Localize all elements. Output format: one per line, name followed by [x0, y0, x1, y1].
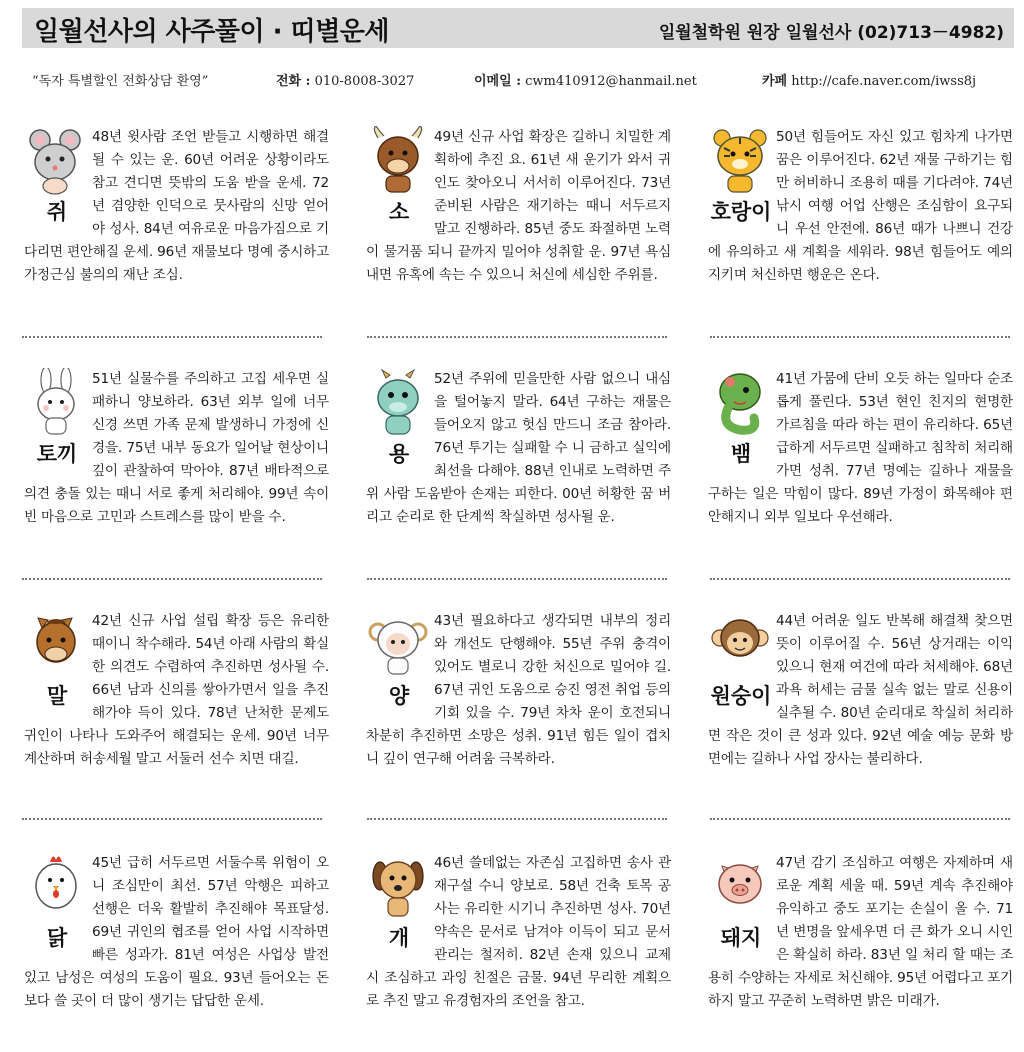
- zodiac-fortune-text: 52년 주위에 믿을만한 사람 없으니 내심을 털어놓지 말라. 64년 구하는 재물은 들어오지 않고 헛심 만드니 조금 참아라. 76년 투기는 실패할 수 니 금하고 실익에 최선을 다해야. 88년 인내로 노력하면 주위 사람 도움받아 손재는 피한다. 00년 허황한 꿈 버리고 순리로 한 단계씩 착실하면 성사될 운.: [366, 371, 671, 525]
- zodiac-fortune-text: 50년 힘들어도 자신 있고 힘차게 나가면 꿈은 이루어진다. 62년 재물 구하기는 힘만 허비하니 조용히 때를 기다려야. 74년 낚시 여행 어업 산행은 조심함이 요구되니 우선 안전에. 86년 때가 나쁘니 건강에 유의하고 새 계획을 세워라. 98년 힘들어도 예의 지키며 처신하면 행운은 온다.: [708, 129, 1013, 283]
- cafe-label: 카페: [762, 74, 788, 89]
- zodiac-fortune-text: 46년 쓸데없는 자존심 고집하면 송사 관재구설 수니 양보로. 58년 건축 토목 공사는 유리한 시기니 추진하면 성사. 70년 약속은 문서로 남겨야 이득이 되고 문서관리는 철저히. 82년 손재 있으니 교제 시 조심하고 과잉 친절은 금물. 94년 무리한 계획으로 추진 말고 유경험자의 조언을 참고.: [366, 855, 671, 1009]
- email-address[interactable]: cwm410912@hanmail.net: [525, 74, 697, 89]
- dragon-icon: [368, 368, 428, 438]
- author-contact: 일월철학원 원장 일월선사 (02)713－4982): [658, 23, 1004, 43]
- monkey-icon: [710, 610, 770, 680]
- zodiac-cell-dog: [366, 852, 671, 1052]
- promo-text: “독자 특별할인 전화상담 환영”: [32, 74, 209, 89]
- rooster-icon: [26, 852, 86, 922]
- zodiac-name: 말: [46, 684, 68, 708]
- divider: [710, 818, 1010, 820]
- divider: [710, 336, 1010, 338]
- zodiac-fortune-text: 47년 감기 조심하고 여행은 자제하며 새로운 계획 세울 때. 59년 계속 추진해야 유익하고 중도 포기는 손실이 올 수. 71년 변명을 앞세우면 더 큰 화가 오니 시인은 확실히 하라. 83년 일 처리 할 때는 조용히 수양하는 자세로 처신해야. 95년 어렵다고 포기하지 말고 꾸준히 노력하면 밝은 미래가.: [708, 855, 1013, 1009]
- animal-block: [708, 368, 774, 468]
- animal-block: [366, 852, 432, 952]
- animal-block: [366, 126, 432, 226]
- zodiac-name: 쥐: [46, 200, 68, 224]
- zodiac-cell-snake: [708, 368, 1013, 568]
- ox-icon: [368, 126, 428, 196]
- divider: [22, 818, 322, 820]
- phone-label: 전화 :: [276, 74, 311, 89]
- zodiac-fortune-text: 48년 윗사람 조언 받들고 시행하면 해결될 수 있는 운. 60년 어려운 상황이라도 참고 견디면 뜻밖의 도움 받을 운세. 72년 겸양한 인덕으로 뭇사람의 신망 얻어야 성사. 84년 여유로운 마음가짐으로 기다리면 편안해질 운세. 96년 재물보다 명예 중시하고 가정근심 불의의 재난 조심.: [24, 129, 329, 283]
- tiger-icon: [710, 126, 770, 196]
- dog-icon: [368, 852, 428, 922]
- zodiac-cell-rat: [24, 126, 329, 326]
- zodiac-name: 돼지: [720, 926, 762, 950]
- zodiac-name: 토끼: [36, 442, 78, 466]
- zodiac-name: 개: [388, 926, 410, 950]
- divider: [367, 578, 667, 580]
- zodiac-name: 뱀: [730, 442, 752, 466]
- zodiac-fortune-text: 44년 어려운 일도 반복해 해결책 찾으면 뜻이 이루어질 수. 56년 상거래는 이익 있으니 현재 여건에 따라 처세해야. 68년 과욕 허세는 금물 실속 없는 말로 신용이 실추될 수. 80년 순리대로 착실히 처리하면 작은 것이 큰 성과 있다. 92년 예술 예능 문화 방면에는 길하나 사업 장사는 불리하다.: [708, 613, 1013, 767]
- zodiac-fortune-text: 42년 신규 사업 설립 확장 등은 유리한 때이니 착수해라. 54년 아래 사람의 확실한 의견도 수렴하여 추진하면 성사될 수. 66년 남과 신의를 쌓아가면서 일을 추진해가야 득이 있다. 78년 난처한 문제도 귀인이 나타나 도와주어 해결되는 운세. 90년 너무 계산하며 허송세월 말고 서둘러 선수 치면 대길.: [24, 613, 329, 767]
- email-label: 이메일 :: [474, 74, 521, 89]
- animal-block: [24, 852, 90, 952]
- phone-number[interactable]: 010-8008-3027: [314, 74, 415, 89]
- pig-icon: [710, 852, 770, 922]
- animal-block: [24, 126, 90, 226]
- animal-block: [366, 610, 432, 710]
- zodiac-cell-horse: [24, 610, 329, 810]
- cafe-url[interactable]: http://cafe.naver.com/iwss8j: [791, 74, 977, 89]
- zodiac-cell-sheep: [366, 610, 671, 810]
- zodiac-cell-ox: [366, 126, 671, 326]
- animal-block: [708, 126, 774, 226]
- divider: [367, 818, 667, 820]
- snake-icon: [710, 368, 770, 438]
- divider: [710, 578, 1010, 580]
- cafe-info: [762, 70, 976, 89]
- zodiac-cell-pig: [708, 852, 1013, 1052]
- zodiac-fortune-text: 51년 실물수를 주의하고 고집 세우면 실패하니 양보하라. 63년 외부 일에 너무 신경 쓰면 가족 문제 발생하니 가정에 신경을. 75년 내부 동요가 일어날 현상이니 깊이 관찰하여 막아야. 87년 배타적으로 의견 충돌 있는 때니 서로 좋게 처리해야. 99년 속이 빈 마음으로 고민과 스트레스를 많이 받을 수.: [24, 371, 329, 525]
- zodiac-cell-rabbit: [24, 368, 329, 568]
- animal-block: [708, 610, 774, 710]
- zodiac-name: 호랑이: [710, 200, 772, 224]
- zodiac-fortune-text: 45년 급히 서두르면 서둘수록 위험이 오니 조심만이 최선. 57년 악행은 피하고 선행은 더욱 활발히 추진해야 목표달성. 69년 귀인의 협조를 얻어 사업 시작하면 빠른 성과가. 81년 여성은 사업상 발전 있고 남성은 여성의 도움이 필요. 93년 들어오는 돈보다 쓸 곳이 더 많이 생기는 답답한 운세.: [24, 855, 329, 1009]
- sheep-icon: [368, 610, 428, 680]
- zodiac-fortune-text: 49년 신규 사업 확장은 길하니 치밀한 계획하에 추진 요. 61년 새 운기가 와서 귀인도 찾아오니 서서히 이루어진다. 73년 준비된 사람은 재기하는 때니 서두르지 말고 진행하라. 85년 중도 좌절하면 노력이 물거품 되니 끝까지 밀어야 성취할 운. 97년 욕심내면 유혹에 속는 수 있으니 처신에 세심한 주위를.: [366, 129, 671, 283]
- zodiac-fortune-text: 41년 가뭄에 단비 오듯 하는 일마다 순조롭게 풀린다. 53년 현인 친지의 현명한 가르침을 따라 하는 편이 유리하다. 65년 급하게 서두르면 실패하고 침착히 처리해가면 성취. 77년 명예는 길하나 재물을 구하는 일은 막힘이 많다. 89년 가정이 화목해야 편안해지니 외부 일보다 우선해라.: [708, 371, 1013, 525]
- rabbit-icon: [26, 368, 86, 438]
- divider: [22, 336, 322, 338]
- divider: [22, 578, 322, 580]
- zodiac-name: 소: [388, 200, 410, 224]
- animal-block: [24, 368, 90, 468]
- rat-icon: [26, 126, 86, 196]
- email-info: [474, 70, 697, 89]
- divider: [367, 336, 667, 338]
- zodiac-name: 용: [388, 442, 410, 466]
- phone-info: [276, 70, 414, 89]
- zodiac-cell-dragon: [366, 368, 671, 568]
- animal-block: [708, 852, 774, 952]
- animal-block: [24, 610, 90, 710]
- zodiac-cell-rooster: [24, 852, 329, 1052]
- zodiac-cell-tiger: [708, 126, 1013, 326]
- zodiac-fortune-text: 43년 필요하다고 생각되면 내부의 정리와 개선도 단행해야. 55년 주위 충격이 있어도 별로니 강한 처신으로 밀어야 길. 67년 귀인 도움으로 승진 영전 취업 등의 기회 있을 수. 79년 차차 운이 호전되니 차분히 추진하면 소망은 성취. 91년 힘든 일이 겹치니 깊이 연구해 어려움 극복하라.: [366, 613, 671, 767]
- horse-icon: [26, 610, 86, 680]
- animal-block: [366, 368, 432, 468]
- zodiac-name: 닭: [46, 926, 68, 950]
- zodiac-cell-monkey: [708, 610, 1013, 810]
- zodiac-name: 원숭이: [710, 684, 772, 708]
- page-title: 일월선사의 사주풀이 · 띠별운세: [34, 17, 390, 47]
- zodiac-name: 양: [388, 684, 410, 708]
- page-header: [22, 8, 1014, 48]
